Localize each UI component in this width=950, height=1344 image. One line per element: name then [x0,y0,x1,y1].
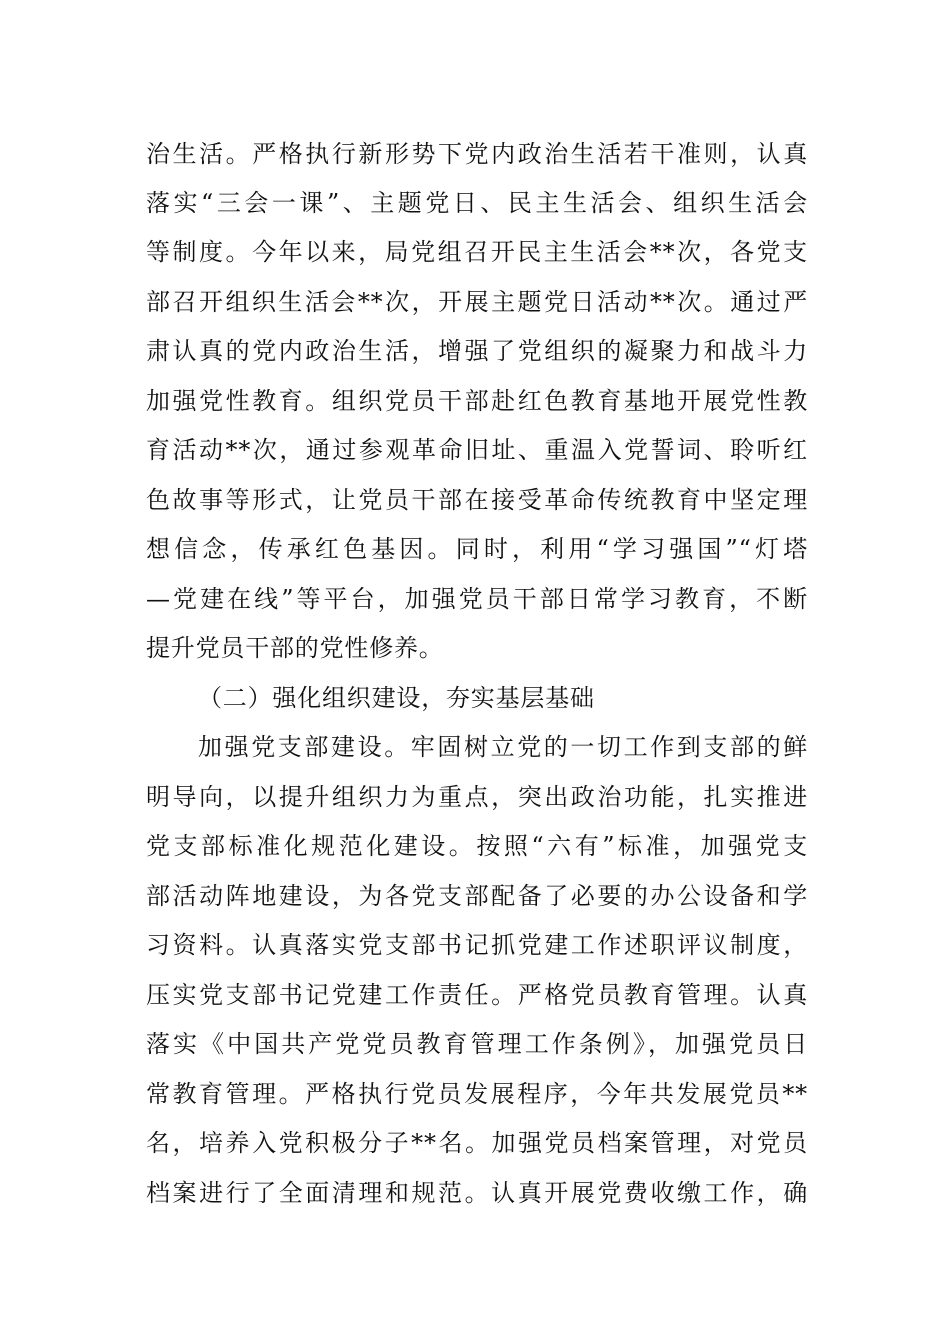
paragraph-line: 加强党性教育。组织党员干部赴红色教育基地开展党性教 [146,387,808,415]
paragraph-line: 党支部标准化规范化建设。按照“六有”标准，加强党支 [146,832,808,860]
paragraph-line: 常教育管理。严格执行党员发展程序，今年共发展党员** [146,1080,808,1108]
paragraph-line: 等制度。今年以来，局党组召开民主生活会**次，各党支 [146,238,808,266]
paragraph-line: 档案进行了全面清理和规范。认真开展党费收缴工作，确 [146,1179,808,1207]
paragraph-line: —党建在线”等平台，加强党员干部日常学习教育，不断 [146,585,808,613]
paragraph-line: 部召开组织生活会**次，开展主题党日活动**次。通过严 [146,288,808,316]
paragraph-line: 部活动阵地建设，为各党支部配备了必要的办公设备和学 [146,882,808,910]
paragraph-line: 落实《中国共产党党员教育管理工作条例》，加强党员日 [146,1030,808,1058]
paragraph-line: 治生活。严格执行新形势下党内政治生活若干准则，认真 [146,140,808,168]
paragraph-line: 习资料。认真落实党支部书记抓党建工作述职评议制度， [146,931,808,959]
paragraph-line: 想信念，传承红色基因。同时，利用“学习强国”“灯塔 [146,535,808,563]
paragraph-line: 肃认真的党内政治生活，增强了党组织的凝聚力和战斗力 [146,337,808,365]
paragraph-first-line: 加强党支部建设。牢固树立党的一切工作到支部的鲜 [198,733,808,761]
paragraph-line: 育活动**次，通过参观革命旧址、重温入党誓词、聆听红 [146,436,808,464]
section-heading: （二）强化组织建设，夯实基层基础 [198,684,595,712]
paragraph-line: 名，培养入党积极分子**名。加强党员档案管理，对党员 [146,1129,808,1157]
paragraph-line: 提升党员干部的党性修养。 [146,634,444,662]
paragraph-line: 落实“三会一课”、主题党日、民主生活会、组织生活会 [146,189,808,217]
paragraph-line: 明导向，以提升组织力为重点，突出政治功能，扎实推进 [146,783,808,811]
paragraph-line: 色故事等形式，让党员干部在接受革命传统教育中坚定理 [146,486,808,514]
paragraph-line: 压实党支部书记党建工作责任。严格党员教育管理。认真 [146,981,808,1009]
